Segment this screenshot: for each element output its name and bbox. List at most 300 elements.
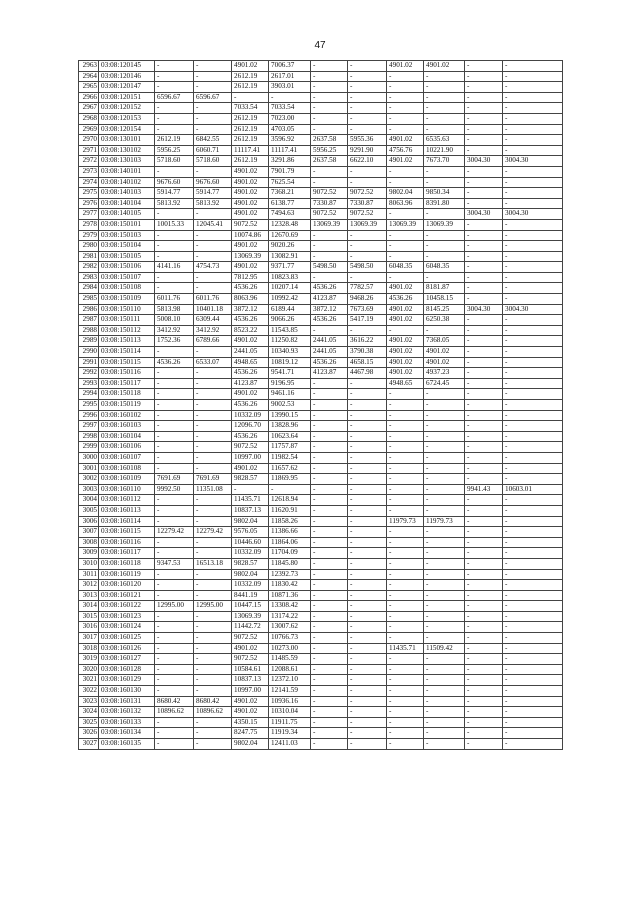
- table-cell: -: [424, 71, 465, 82]
- table-cell: 9347.53: [155, 558, 194, 569]
- table-cell: 7368.05: [424, 336, 465, 347]
- table-cell: -: [387, 325, 424, 336]
- table-cell: -: [194, 251, 232, 262]
- table-cell: -: [503, 686, 563, 697]
- table-cell: 4536.26: [232, 368, 269, 379]
- table-cell: 03:08:160126: [99, 643, 155, 654]
- table-cell: -: [155, 452, 194, 463]
- table-cell: 03:08:150108: [99, 283, 155, 294]
- table-cell: -: [194, 664, 232, 675]
- table-cell: 3025: [79, 717, 99, 728]
- table-cell: -: [503, 537, 563, 548]
- table-cell: -: [387, 431, 424, 442]
- table-cell: 11982.54: [269, 452, 311, 463]
- table-cell: 03:08:160123: [99, 611, 155, 622]
- table-cell: 13990.15: [269, 410, 311, 421]
- table-cell: -: [465, 294, 503, 305]
- table-cell: -: [465, 135, 503, 146]
- table-cell: 3014: [79, 601, 99, 612]
- table-cell: 03:08:160131: [99, 696, 155, 707]
- table-cell: -: [465, 283, 503, 294]
- table-cell: 2997: [79, 421, 99, 432]
- table-row: [79, 495, 563, 506]
- table-cell: -: [465, 537, 503, 548]
- table-cell: 03:08:160118: [99, 558, 155, 569]
- table-cell: 03:08:150110: [99, 304, 155, 315]
- table-cell: -: [503, 166, 563, 177]
- table-cell: -: [311, 177, 348, 188]
- table-cell: 03:08:160116: [99, 537, 155, 548]
- table-cell: -: [194, 654, 232, 665]
- table-cell: 2979: [79, 230, 99, 241]
- table-cell: 03:08:160119: [99, 569, 155, 580]
- table-cell: 13082.91: [269, 251, 311, 262]
- table-row: [79, 537, 563, 548]
- table-cell: -: [155, 728, 194, 739]
- table-cell: 2993: [79, 378, 99, 389]
- table-cell: -: [311, 166, 348, 177]
- table-cell: -: [465, 378, 503, 389]
- table-cell: -: [348, 548, 387, 559]
- table-cell: 03:08:130102: [99, 145, 155, 156]
- table-cell: -: [424, 209, 465, 220]
- table-cell: -: [194, 452, 232, 463]
- table-cell: 2612.19: [232, 135, 269, 146]
- table-cell: -: [387, 590, 424, 601]
- table-cell: 8680.42: [194, 696, 232, 707]
- table-cell: 5956.25: [311, 145, 348, 156]
- table-cell: -: [503, 251, 563, 262]
- table-cell: 03:08:120151: [99, 92, 155, 103]
- table-cell: 9072.52: [311, 188, 348, 199]
- table-cell: -: [503, 272, 563, 283]
- table-cell: 13069.39: [311, 219, 348, 230]
- table-cell: -: [387, 389, 424, 400]
- table-cell: -: [155, 664, 194, 675]
- table-cell: 3013: [79, 590, 99, 601]
- table-row: [79, 739, 563, 750]
- table-cell: -: [387, 113, 424, 124]
- table-cell: 2995: [79, 400, 99, 411]
- table-cell: 03:08:160102: [99, 410, 155, 421]
- table-cell: -: [155, 241, 194, 252]
- table-cell: -: [348, 378, 387, 389]
- table-cell: 2965: [79, 82, 99, 93]
- table-cell: -: [348, 484, 387, 495]
- table-cell: -: [387, 177, 424, 188]
- table-row: [79, 686, 563, 697]
- table-cell: 10447.15: [232, 601, 269, 612]
- table-cell: 2994: [79, 389, 99, 400]
- table-cell: -: [311, 686, 348, 697]
- table-row: [79, 590, 563, 601]
- table-cell: 3004.30: [503, 156, 563, 167]
- table-row: [79, 728, 563, 739]
- table-cell: 3004.30: [465, 156, 503, 167]
- table-cell: 7782.57: [348, 283, 387, 294]
- table-cell: 03:08:160128: [99, 664, 155, 675]
- table-cell: 3004.30: [503, 304, 563, 315]
- table-cell: 9850.34: [424, 188, 465, 199]
- table-cell: -: [155, 283, 194, 294]
- table-cell: -: [503, 728, 563, 739]
- table-cell: -: [348, 166, 387, 177]
- table-cell: 9828.57: [232, 474, 269, 485]
- table-cell: -: [348, 590, 387, 601]
- table-cell: -: [387, 400, 424, 411]
- table-cell: -: [503, 400, 563, 411]
- table-cell: -: [194, 463, 232, 474]
- table-row: [79, 389, 563, 400]
- table-cell: 4536.26: [311, 357, 348, 368]
- table-cell: -: [387, 421, 424, 432]
- table-cell: 9461.16: [269, 389, 311, 400]
- table-cell: 6724.45: [424, 378, 465, 389]
- table-cell: 9066.26: [269, 315, 311, 326]
- table-cell: 8063.96: [232, 294, 269, 305]
- table-cell: -: [311, 400, 348, 411]
- table-cell: -: [503, 580, 563, 591]
- table-cell: -: [387, 601, 424, 612]
- table-cell: -: [194, 633, 232, 644]
- table-cell: -: [465, 61, 503, 72]
- table-cell: 11858.26: [269, 516, 311, 527]
- table-cell: 9072.52: [232, 219, 269, 230]
- table-cell: -: [503, 601, 563, 612]
- table-cell: 03:08:160127: [99, 654, 155, 665]
- table-cell: -: [503, 145, 563, 156]
- table-cell: 7330.87: [348, 198, 387, 209]
- table-cell: 2612.19: [232, 113, 269, 124]
- table-cell: -: [311, 241, 348, 252]
- table-cell: 2966: [79, 92, 99, 103]
- table-cell: 6250.38: [424, 315, 465, 326]
- table-cell: 03:08:160120: [99, 580, 155, 591]
- table-cell: 4901.02: [424, 347, 465, 358]
- table-cell: -: [311, 643, 348, 654]
- table-cell: -: [424, 696, 465, 707]
- table-cell: -: [503, 431, 563, 442]
- table-cell: -: [311, 463, 348, 474]
- table-cell: 4901.02: [387, 135, 424, 146]
- table-row: [79, 82, 563, 93]
- table-cell: -: [311, 611, 348, 622]
- table-cell: 03:08:140105: [99, 209, 155, 220]
- table-cell: 3291.86: [269, 156, 311, 167]
- table-cell: -: [424, 452, 465, 463]
- table-cell: -: [503, 389, 563, 400]
- table-cell: -: [194, 389, 232, 400]
- table-cell: 11830.42: [269, 580, 311, 591]
- table-cell: 3017: [79, 633, 99, 644]
- table-cell: 11869.95: [269, 474, 311, 485]
- table-cell: 12279.42: [155, 527, 194, 538]
- table-cell: -: [348, 505, 387, 516]
- table-cell: -: [387, 707, 424, 718]
- table-row: [79, 177, 563, 188]
- table-cell: 2968: [79, 113, 99, 124]
- table-cell: -: [269, 92, 311, 103]
- table-cell: 4901.02: [232, 209, 269, 220]
- table-cell: 4901.02: [232, 463, 269, 474]
- table-cell: -: [311, 410, 348, 421]
- table-cell: -: [465, 230, 503, 241]
- table-cell: -: [465, 400, 503, 411]
- table-cell: -: [194, 516, 232, 527]
- table-row: [79, 421, 563, 432]
- table-cell: -: [465, 410, 503, 421]
- table-row: [79, 611, 563, 622]
- table-cell: 4536.26: [232, 400, 269, 411]
- table-cell: 7673.69: [348, 304, 387, 315]
- table-cell: 9802.04: [232, 569, 269, 580]
- table-cell: -: [155, 569, 194, 580]
- table-cell: -: [424, 251, 465, 262]
- table-cell: -: [311, 495, 348, 506]
- table-row: [79, 633, 563, 644]
- table-cell: -: [424, 548, 465, 559]
- table-cell: 12995.00: [155, 601, 194, 612]
- table-cell: 2612.19: [232, 156, 269, 167]
- table-cell: -: [348, 527, 387, 538]
- table-cell: -: [424, 739, 465, 750]
- table-cell: 03:08:160108: [99, 463, 155, 474]
- table-cell: 11351.08: [194, 484, 232, 495]
- table-cell: -: [465, 219, 503, 230]
- table-cell: 2975: [79, 188, 99, 199]
- table-cell: -: [155, 113, 194, 124]
- table-cell: -: [387, 633, 424, 644]
- table-cell: -: [424, 230, 465, 241]
- table-cell: 3008: [79, 537, 99, 548]
- table-cell: 7691.69: [194, 474, 232, 485]
- table-cell: -: [348, 558, 387, 569]
- table-cell: 12045.41: [194, 219, 232, 230]
- table-cell: 10936.16: [269, 696, 311, 707]
- table-cell: 03:08:150115: [99, 357, 155, 368]
- table-cell: 3790.38: [348, 347, 387, 358]
- table-cell: 3015: [79, 611, 99, 622]
- table-cell: -: [194, 230, 232, 241]
- table-cell: -: [465, 675, 503, 686]
- table-cell: -: [424, 675, 465, 686]
- table-cell: 3011: [79, 569, 99, 580]
- table-cell: -: [503, 495, 563, 506]
- table-cell: 2987: [79, 315, 99, 326]
- table-cell: 11919.34: [269, 728, 311, 739]
- table-cell: -: [311, 431, 348, 442]
- table-cell: 12088.61: [269, 664, 311, 675]
- table-cell: -: [155, 442, 194, 453]
- table-row: [79, 527, 563, 538]
- table-cell: 12392.73: [269, 569, 311, 580]
- table-cell: 7673.70: [424, 156, 465, 167]
- table-cell: 3002: [79, 474, 99, 485]
- table-cell: 4901.02: [387, 347, 424, 358]
- table-cell: -: [387, 569, 424, 580]
- table-cell: -: [348, 580, 387, 591]
- table-cell: -: [424, 325, 465, 336]
- table-cell: -: [387, 272, 424, 283]
- table-cell: -: [424, 92, 465, 103]
- table-cell: 5813.92: [194, 198, 232, 209]
- table-cell: -: [311, 728, 348, 739]
- table-cell: -: [387, 166, 424, 177]
- table-row: [79, 505, 563, 516]
- table-cell: 3027: [79, 739, 99, 750]
- table-cell: -: [155, 124, 194, 135]
- table-cell: -: [194, 686, 232, 697]
- table-cell: -: [194, 495, 232, 506]
- table-cell: -: [465, 347, 503, 358]
- table-cell: -: [348, 71, 387, 82]
- table-cell: 8441.19: [232, 590, 269, 601]
- table-cell: -: [465, 569, 503, 580]
- table-cell: -: [465, 590, 503, 601]
- table-cell: -: [465, 188, 503, 199]
- table-cell: 10332.09: [232, 548, 269, 559]
- table-cell: 2978: [79, 219, 99, 230]
- table-cell: -: [387, 452, 424, 463]
- table-cell: 12141.59: [269, 686, 311, 697]
- table-cell: 9676.60: [155, 177, 194, 188]
- table-cell: 03:08:140104: [99, 198, 155, 209]
- table-cell: 03:08:160122: [99, 601, 155, 612]
- table-cell: 8181.87: [424, 283, 465, 294]
- table-cell: -: [424, 569, 465, 580]
- table-cell: -: [465, 325, 503, 336]
- table-cell: -: [194, 71, 232, 82]
- table-cell: 7330.87: [311, 198, 348, 209]
- table-cell: 6048.35: [424, 262, 465, 273]
- table-cell: -: [311, 707, 348, 718]
- table-cell: 03:08:140103: [99, 188, 155, 199]
- table-cell: -: [424, 686, 465, 697]
- table-cell: -: [465, 103, 503, 114]
- table-cell: 7625.54: [269, 177, 311, 188]
- table-cell: 6048.35: [387, 262, 424, 273]
- table-row: [79, 569, 563, 580]
- table-cell: -: [424, 505, 465, 516]
- table-cell: 10207.14: [269, 283, 311, 294]
- table-cell: 3412.92: [155, 325, 194, 336]
- table-cell: -: [424, 590, 465, 601]
- table-cell: -: [465, 124, 503, 135]
- table-cell: 3026: [79, 728, 99, 739]
- table-cell: 12995.00: [194, 601, 232, 612]
- table-cell: 3023: [79, 696, 99, 707]
- table-row: [79, 707, 563, 718]
- table-cell: 12411.03: [269, 739, 311, 750]
- table-cell: 2996: [79, 410, 99, 421]
- table-row: [79, 304, 563, 315]
- table-cell: 2973: [79, 166, 99, 177]
- table-cell: 12096.70: [232, 421, 269, 432]
- table-cell: -: [311, 452, 348, 463]
- table-cell: 2969: [79, 124, 99, 135]
- table-cell: -: [503, 357, 563, 368]
- table-cell: 5955.36: [348, 135, 387, 146]
- table-cell: 11250.82: [269, 336, 311, 347]
- table-cell: 11757.87: [269, 442, 311, 453]
- table-cell: -: [194, 548, 232, 559]
- table-cell: -: [155, 739, 194, 750]
- table-cell: 03:08:160112: [99, 495, 155, 506]
- table-cell: -: [465, 82, 503, 93]
- table-cell: -: [311, 484, 348, 495]
- table-cell: 3872.12: [311, 304, 348, 315]
- table-cell: -: [465, 241, 503, 252]
- table-cell: 3020: [79, 664, 99, 675]
- table-cell: -: [424, 463, 465, 474]
- table-cell: 03:08:150107: [99, 272, 155, 283]
- table-cell: -: [194, 590, 232, 601]
- table-cell: -: [155, 410, 194, 421]
- table-cell: 9941.43: [465, 484, 503, 495]
- table-cell: -: [348, 664, 387, 675]
- table-cell: -: [232, 484, 269, 495]
- table-cell: -: [503, 474, 563, 485]
- table-cell: -: [348, 516, 387, 527]
- table-cell: 03:08:160134: [99, 728, 155, 739]
- table-row: [79, 654, 563, 665]
- table-cell: 2637.58: [311, 135, 348, 146]
- table-cell: -: [194, 209, 232, 220]
- table-cell: 4901.02: [232, 177, 269, 188]
- table-cell: 4536.26: [311, 283, 348, 294]
- table-cell: 2637.58: [311, 156, 348, 167]
- table-cell: -: [465, 633, 503, 644]
- table-row: [79, 294, 563, 305]
- table-row: [79, 325, 563, 336]
- table-row: [79, 336, 563, 347]
- table-cell: 6011.76: [155, 294, 194, 305]
- table-cell: -: [465, 707, 503, 718]
- table-cell: 03:08:150117: [99, 378, 155, 389]
- table-row: [79, 251, 563, 262]
- table-cell: -: [503, 283, 563, 294]
- table-cell: 03:08:150104: [99, 241, 155, 252]
- table-cell: -: [503, 590, 563, 601]
- table-cell: 11657.62: [269, 463, 311, 474]
- table-row: [79, 368, 563, 379]
- table-cell: 4901.02: [387, 357, 424, 368]
- table-cell: -: [387, 675, 424, 686]
- table-cell: -: [387, 103, 424, 114]
- table-cell: -: [424, 728, 465, 739]
- table-cell: 03:08:150119: [99, 400, 155, 411]
- table-cell: -: [503, 61, 563, 72]
- table-cell: -: [424, 410, 465, 421]
- table-row: [79, 622, 563, 633]
- table-cell: -: [194, 410, 232, 421]
- table-cell: 10896.62: [194, 707, 232, 718]
- table-cell: 3022: [79, 686, 99, 697]
- table-cell: 13069.39: [387, 219, 424, 230]
- table-cell: 4901.02: [232, 707, 269, 718]
- table-cell: -: [194, 431, 232, 442]
- table-cell: 4937.23: [424, 368, 465, 379]
- table-cell: -: [424, 389, 465, 400]
- table-cell: 03:08:150113: [99, 336, 155, 347]
- table-cell: 10766.73: [269, 633, 311, 644]
- table-cell: -: [348, 728, 387, 739]
- table-cell: -: [269, 484, 311, 495]
- table-cell: -: [348, 739, 387, 750]
- table-cell: -: [503, 452, 563, 463]
- table-cell: -: [348, 707, 387, 718]
- table-cell: 4536.26: [232, 431, 269, 442]
